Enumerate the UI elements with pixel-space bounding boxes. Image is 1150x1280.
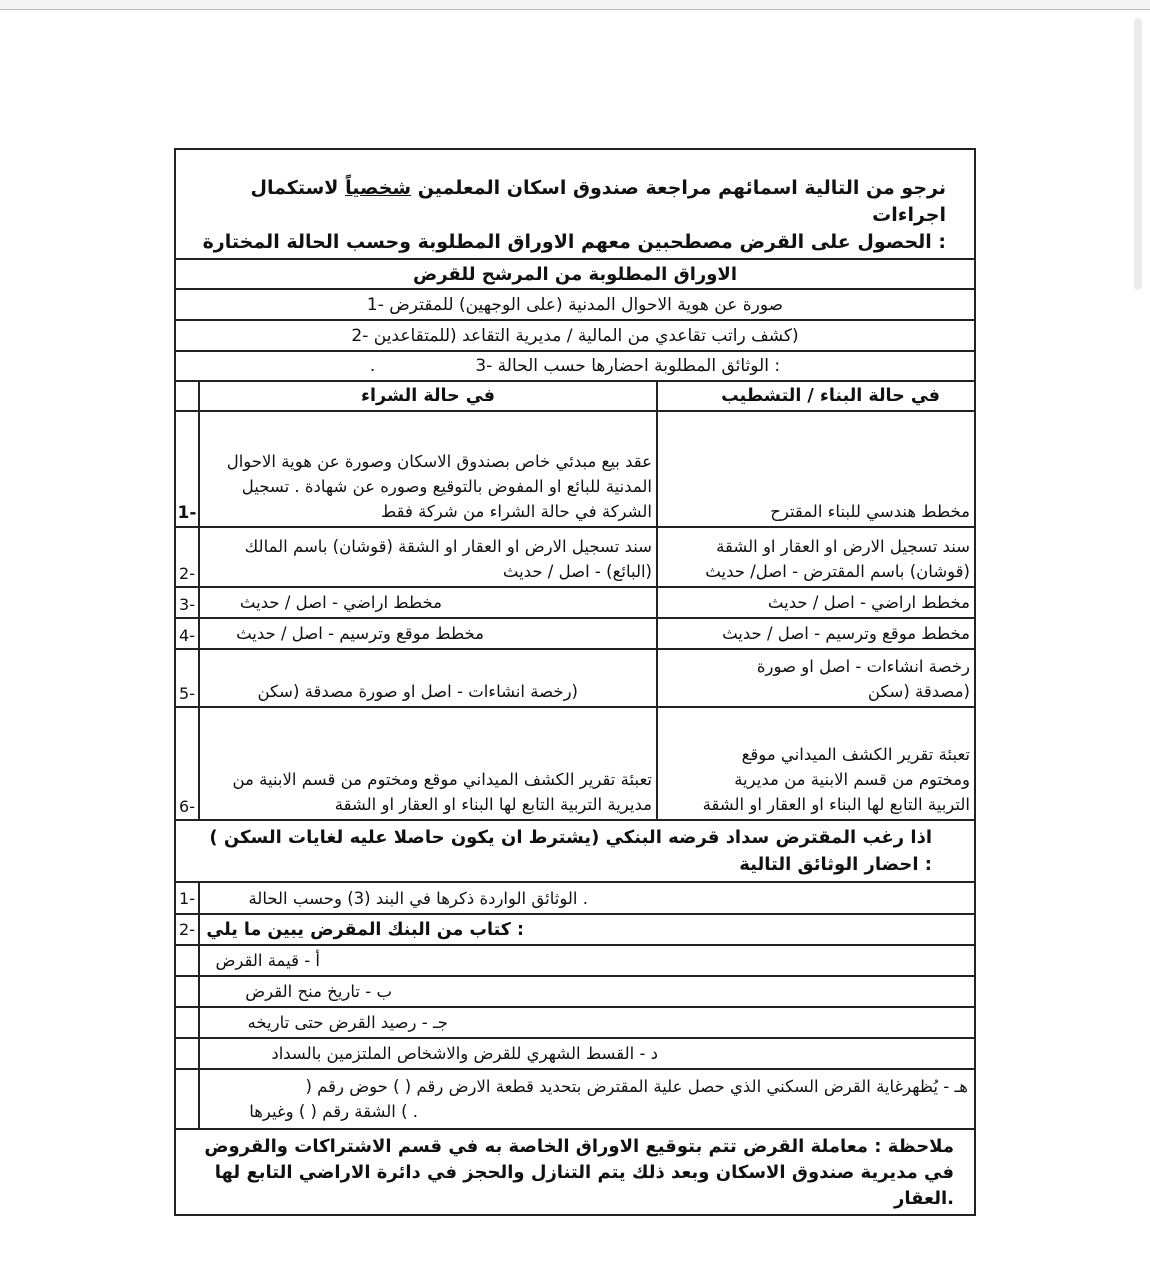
vertical-scrollbar[interactable] (1134, 18, 1142, 290)
general-item (176, 288, 974, 319)
viewer-top-bar (0, 0, 1150, 10)
bank-letter-item-e-line-2: . ) الشقة رقم ( ) وغيرها (249, 1102, 418, 1121)
construction-cell-text: رخصة انشاءات - اصل او صورة (مصدقة (سكن (756, 657, 970, 701)
purchase-cell (200, 650, 658, 706)
construction-cell (658, 708, 974, 819)
bank-letter-item-text-value: د - القسط الشهري للقرض والاشخاص الملتزمين بالسداد (271, 1044, 658, 1063)
bank-item-text-value: . الوثائق الواردة ذكرها في البند (3) وحسب الحالة (248, 888, 588, 908)
bank-letter-item-text-value: ب - تاريخ منح القرض (245, 982, 392, 1001)
general-item-text: صورة عن هوية الاحوال المدنية (على الوجهين) للمقترض -1 (366, 294, 784, 315)
bank-item-text (200, 915, 974, 944)
required-papers-title (176, 258, 974, 288)
bank-letter-item (176, 1068, 974, 1128)
purchase-cell-text: مخطط موقع وترسيم - اصل / حديث (236, 624, 484, 643)
bank-item (176, 913, 974, 944)
note-paragraph (176, 1128, 974, 1214)
case-row-number: 2- (176, 528, 200, 586)
intro-paragraph (176, 150, 974, 258)
bank-letter-item-text (200, 1070, 974, 1128)
note-line-1: ملاحظة : معاملة القرض تتم بتوقيع الاوراق الخاصة به في قسم الاشتراكات والقروض (204, 1136, 954, 1157)
note-line-3: .العقار (893, 1188, 954, 1209)
case-row-number: 5- (176, 650, 200, 706)
intro-line-1-end: لاستكمال اجراءات (250, 177, 946, 226)
case-row (176, 706, 974, 819)
case-row-number: 3- (176, 588, 200, 617)
purchase-cell (200, 619, 658, 648)
bank-letter-item (176, 944, 974, 975)
purchase-column-header (200, 382, 658, 410)
purchase-cell-text: (رخصة انشاءات - اصل او صورة مصدقة (سكن (257, 682, 578, 701)
purchase-cell-text: تعبئة تقرير الكشف الميداني موقع ومختوم من قسم الابنية من مديرية التربية التابع لها البناء او العقار او الشقة (232, 770, 652, 814)
construction-cell (658, 528, 974, 586)
purchase-cell (200, 588, 658, 617)
general-item-text: : الوثائق المطلوبة احضارها حسب الحالة -3 (475, 356, 781, 376)
bank-letter-item-number-cell (176, 977, 200, 1006)
bank-letter-item-number-cell (176, 1008, 200, 1037)
bank-letter-item-number-cell (176, 1039, 200, 1068)
bank-item-text-value: : كتاب من البنك المقرض يبين ما يلي (206, 919, 524, 940)
purchase-cell-text: سند تسجيل الارض او العقار او الشقة (قوشان) باسم المالك (البائع) - اصل / حديث (244, 537, 652, 581)
construction-cell (658, 650, 974, 706)
bank-letter-item-text (200, 946, 974, 975)
note-line-2: في مديرية صندوق الاسكان وبعد ذلك يتم التنازل والحجز في دائرة الاراضي التابع لها (214, 1162, 954, 1183)
case-row (176, 410, 974, 526)
case-columns-header (176, 380, 974, 410)
construction-cell (658, 412, 974, 526)
stray-dot: . (369, 356, 376, 376)
required-papers-title-text: الاوراق المطلوبة من المرشح للقرض (413, 263, 737, 285)
bank-letter-item (176, 1037, 974, 1068)
purchase-header-text: في حالة الشراء (361, 385, 495, 406)
construction-cell-text: سند تسجيل الارض او العقار او الشقة (قوشان) باسم المقترض - اصل/ حديث (705, 537, 970, 581)
general-item (176, 319, 974, 350)
bank-letter-item-text-value: أ - قيمة القرض (215, 951, 320, 970)
case-row-number: 1- (176, 412, 200, 526)
purchase-cell (200, 528, 658, 586)
number-column-header (176, 382, 200, 410)
case-row (176, 526, 974, 586)
loan-requirements-document (174, 148, 976, 1216)
construction-header-text: في حالة البناء / التشطيب (721, 385, 940, 406)
purchase-cell (200, 412, 658, 526)
intro-underlined-word: شخصياً (345, 177, 412, 199)
bank-loan-heading-line-1: اذا رغب المقترض سداد قرضه البنكي (يشترط ان يكون حاصلا عليه لغايات السكن ) (209, 827, 932, 848)
bank-letter-item-text-value: جـ - رصيد القرض حتى تاريخه (247, 1013, 448, 1032)
construction-cell-text: مخطط موقع وترسيم - اصل / حديث (722, 624, 970, 643)
construction-cell-text: مخطط اراضي - اصل / حديث (767, 593, 970, 612)
bank-letter-item-number-cell (176, 946, 200, 975)
bank-letter-item (176, 1006, 974, 1037)
bank-loan-heading (176, 819, 974, 881)
bank-item-number: 1- (176, 883, 200, 913)
intro-line-2: : الحصول على القرض مصطحبين معهم الاوراق المطلوبة وحسب الحالة المختارة (202, 231, 946, 253)
bank-item-text (200, 883, 974, 913)
bank-letter-item-text (200, 977, 974, 1006)
construction-cell-text: تعبئة تقرير الكشف الميداني موقع ومختوم من قسم الابنية من مديرية التربية التابع لها البناء او العقار او الشقة (702, 745, 970, 814)
purchase-cell-text: عقد بيع مبدئي خاص بصندوق الاسكان وصورة عن هوية الاحوال المدنية للبائع او المفوض بالتوقيع وصوره عن شهادة . تسجيل الشركة في حالة الشراء من شركة فقط (226, 452, 652, 521)
case-row (176, 617, 974, 648)
construction-cell-text: مخطط هندسي للبناء المقترح (770, 502, 970, 521)
case-row-number: 4- (176, 619, 200, 648)
bank-item (176, 881, 974, 913)
purchase-cell-text: مخطط اراضي - اصل / حديث (239, 593, 442, 612)
bank-letter-item-e-line-1: هـ - يُظهرغاية القرض السكني الذي حصل علية المقترض بتحديد قطعة الارض رقم ( ) حوض رقم ( (305, 1077, 968, 1096)
construction-cell (658, 588, 974, 617)
case-row (176, 586, 974, 617)
general-item-text: (كشف راتب تقاعدي من المالية / مديرية التقاعد (للمتقاعدين -2 (351, 325, 799, 346)
bank-item-number: 2- (176, 915, 200, 944)
intro-line-1 (180, 175, 946, 229)
case-row (176, 648, 974, 706)
case-row-number: 6- (176, 708, 200, 819)
construction-column-header (658, 382, 974, 410)
bank-letter-item-text (200, 1039, 974, 1068)
bank-letter-item (176, 975, 974, 1006)
construction-cell (658, 619, 974, 648)
bank-loan-heading-line-2: : احضار الوثائق التالية (739, 854, 932, 875)
general-item (176, 350, 974, 380)
bank-letter-item-text (200, 1008, 974, 1037)
intro-line-1-start: نرجو من التالية اسمائهم مراجعة صندوق اسكان المعلمين (411, 177, 946, 199)
purchase-cell (200, 708, 658, 819)
